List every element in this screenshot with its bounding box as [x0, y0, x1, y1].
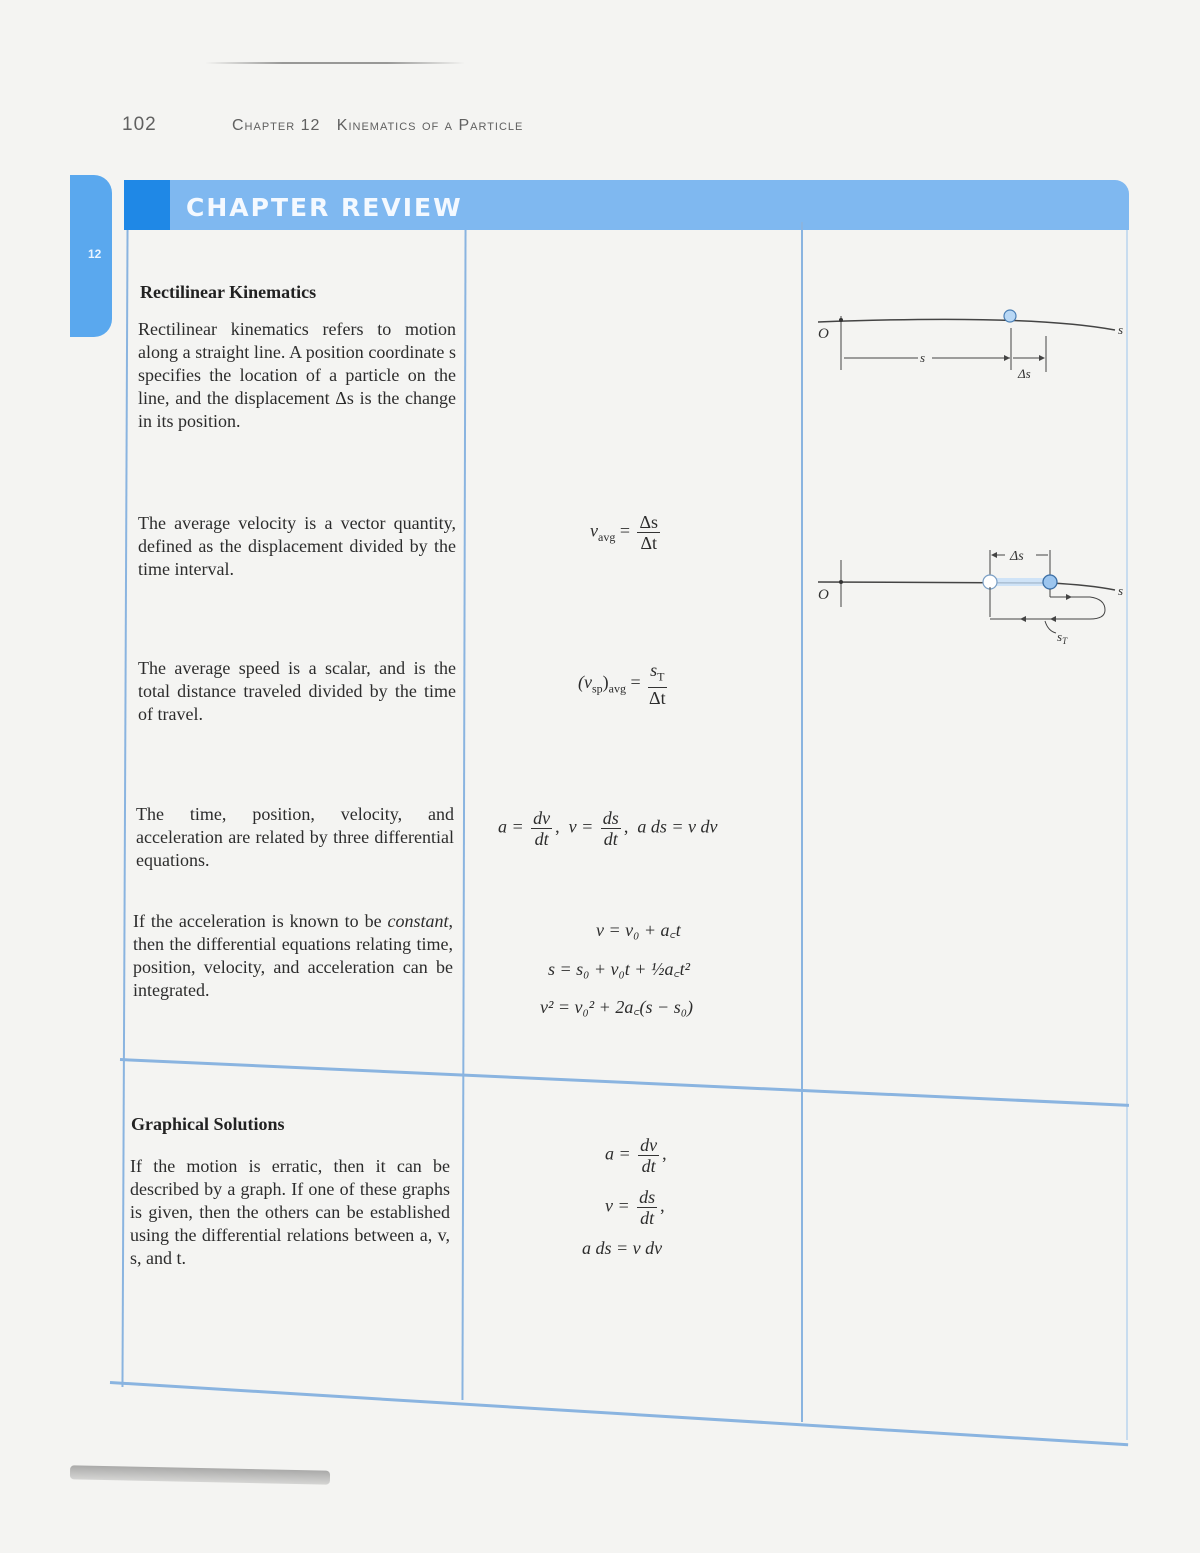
section-heading-rectilinear-kinematics: Rectilinear Kinematics	[140, 282, 317, 302]
graphical-solutions-text: If the motion is erratic, then it can be described by a graph. If one of these graphs is given, then the others can be established using the differential relations between a, v, s, and t.	[130, 1156, 450, 1268]
eq-lhs-close: )	[602, 671, 609, 692]
fraction-dv-dt	[638, 1135, 659, 1176]
eq-lhs: (v	[578, 671, 592, 692]
svg-text:O: O	[818, 587, 829, 603]
page-number: 102	[122, 114, 157, 135]
numerator: Δs	[639, 512, 659, 532]
numerator: dv	[640, 1135, 658, 1155]
numerator	[648, 660, 666, 688]
chapter-title	[232, 117, 523, 135]
fraction	[648, 660, 666, 708]
table-border-left	[121, 230, 128, 1387]
chapter-name: Kinematics of a Particle	[336, 117, 524, 134]
svg-text:sT: $s_T$	[1057, 629, 1068, 646]
fraction	[637, 512, 660, 553]
graphical-eq-v: v = $\frac{ds}{dt}$ ,	[605, 1187, 665, 1228]
svg-text:s: s	[1118, 322, 1124, 337]
graphical-eq-a: a = $\frac{dv}{dt}$ ,	[605, 1135, 667, 1176]
constant-acceleration-text	[133, 910, 453, 1002]
average-speed-text: The average speed is a scalar, and is the total distance traveled divided by the time of travel.	[138, 658, 456, 724]
differential-equations: a = $\frac{dv}{dt}$ , v = $\frac{ds}{dt}$ , a ds = v dv	[498, 808, 718, 849]
position-coordinate-diagram	[810, 300, 1130, 390]
constant-acceleration-eq-velocity-squared: v² = v₀² + 2a꜀(s − s₀)	[540, 997, 693, 1017]
eq-v-lhs: v =	[568, 816, 594, 837]
table-border-right	[1126, 230, 1128, 1440]
banner-accent-square	[124, 180, 170, 230]
svg-text:Δs: Δs	[1018, 366, 1031, 381]
denominator: dt	[641, 1156, 656, 1176]
table-border-bottom	[110, 1381, 1128, 1446]
table-divider-col2	[801, 222, 803, 1422]
eq-lhs-sub: avg	[598, 530, 616, 545]
numerator-var: s	[650, 660, 658, 680]
denominator: dt	[534, 829, 549, 849]
constant-acceleration-eq-velocity: v = v₀ + a꜀t	[596, 920, 681, 940]
page-edge-top	[205, 62, 465, 64]
running-head	[122, 114, 524, 136]
svg-text:s: s	[1118, 583, 1124, 598]
thumb-tab-label: 12	[88, 247, 102, 261]
fraction-ds-dt	[601, 808, 621, 849]
eq-a-lhs: a =	[605, 1143, 631, 1164]
numerator-sub: T	[657, 669, 665, 684]
rectilinear-kinematics-text: Rectilinear kinematics refers to motion along a straight line. A position coordinate s specifies the location of a particle on the line, and the displacement Δs is the change in its position.	[138, 319, 456, 431]
numerator: ds	[639, 1187, 656, 1207]
eq-lhs-sub2: avg	[608, 681, 626, 696]
numerator: ds	[602, 808, 619, 828]
average-speed-equation: $(v_{sp})_{avg}$ = $\frac{s_T}{\Delta t}$	[578, 660, 666, 708]
table-row-divider	[120, 1058, 1129, 1107]
svg-text:s: s	[920, 350, 926, 365]
denominator: Δt	[649, 687, 666, 708]
section-heading-graphical-solutions: Graphical Solutions	[131, 1114, 285, 1134]
denominator: dt	[640, 1208, 655, 1228]
fraction-ds-dt	[637, 1187, 657, 1228]
text-prefix: If the acceleration is known to be	[133, 911, 388, 931]
page-edge-bottom	[70, 1465, 330, 1484]
eq-lhs-sub: sp	[591, 681, 603, 696]
average-velocity-text: The average velocity is a vector quantity, defined as the displacement divided by the time interval.	[138, 513, 456, 579]
table-divider-col1	[461, 230, 466, 1400]
displacement-vs-distance-diagram	[810, 535, 1130, 655]
chapter-thumb-tab	[70, 175, 112, 337]
eq-a-ds-v-dv: a ds = v dv	[637, 816, 718, 837]
origin-label: O	[818, 326, 829, 342]
banner-title: CHAPTER REVIEW	[186, 193, 463, 222]
differential-relations-text: The time, position, velocity, and acceleration are related by three differential equations.	[136, 804, 454, 870]
fraction-dv-dt	[531, 808, 552, 849]
text-emphasis: constant	[387, 911, 449, 931]
denominator: dt	[603, 829, 618, 849]
average-velocity-equation: $v_{avg}$ = $\frac{\Delta s}{\Delta t}$	[590, 512, 659, 553]
constant-acceleration-eq-position: s = s₀ + v₀t + ½a꜀t²	[548, 959, 691, 979]
denominator: Δt	[640, 533, 658, 553]
svg-text:Δs: Δs	[1010, 549, 1024, 564]
chapter-label: Chapter 12	[232, 117, 321, 134]
numerator: dv	[533, 808, 551, 828]
eq-a-lhs: a =	[498, 816, 524, 837]
text-suffix: , then the differential equations relating time, position, velocity, and acceleration can be integrated.	[133, 911, 453, 1000]
eq-lhs: v	[590, 520, 598, 541]
graphical-eq-a-ds-v-dv: a ds = v dv	[582, 1238, 663, 1258]
eq-v-lhs: v =	[605, 1195, 630, 1216]
